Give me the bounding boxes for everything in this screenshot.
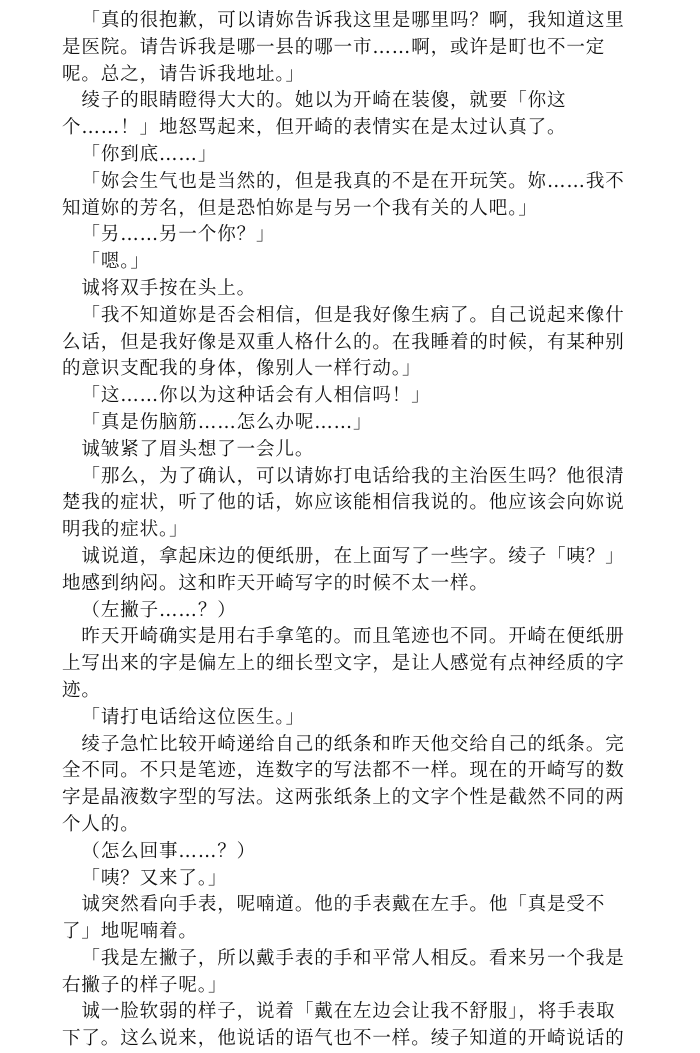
paragraph: 「咦？又来了。」 — [81, 867, 228, 889]
paragraph: （左撇子……？） — [81, 599, 237, 621]
paragraph: （怎么回事……？） — [81, 840, 257, 862]
paragraph: 「另……另一个你？」 — [81, 224, 276, 246]
paragraph: 「真的很抱歉，可以请妳告诉我这里是哪里吗？啊，我知道这里是医院。请告诉我是哪一县的哪一市……啊，或许是町也不一定呢。总之，请告诉我地址。」 — [62, 10, 625, 85]
paragraph: 诚突然看向手表，呢喃道。他的手表戴在左手。他「真是受不了」地呢喃着。 — [62, 894, 606, 943]
paragraph: 「你到底……」 — [81, 143, 218, 165]
paragraph: 「嗯。」 — [81, 251, 150, 273]
paragraph: 「这……你以为这种话会有人相信吗！」 — [81, 385, 431, 407]
paragraph: 诚一脸软弱的样子，说着「戴在左边会让我不舒服」，将手表取下了。这么说来，他说话的语气也不一样。绫子知道的开崎说话的 — [62, 1001, 625, 1050]
paragraph: 「妳会生气也是当然的，但是我真的不是在开玩笑。妳……我不知道妳的芳名，但是恐怕妳是与另一个我有关的人吧。」 — [62, 170, 625, 219]
paragraph: 诚将双手按在头上。 — [81, 277, 257, 299]
paragraph: 「那么，为了确认，可以请妳打电话给我的主治医生吗？他很清楚我的症状，听了他的话，妳应该能相信我说的。他应该会向妳说明我的症状。」 — [62, 465, 625, 541]
paragraph: 「我是左撇子，所以戴手表的手和平常人相反。看来另一个我是右撇子的样子呢。」 — [62, 947, 625, 996]
paragraph: 绫子的眼睛瞪得大大的。她以为开崎在装傻，就要「你这个……！」地怒骂起来，但开崎的表情实在是太过认真了。 — [62, 90, 567, 139]
paragraph: 诚说道，拿起床边的便纸册，在上面写了一些字。绫子「咦？」地感到纳闷。这和昨天开崎写字的时候不太一样。 — [62, 545, 625, 594]
paragraph: 绫子急忙比较开崎递给自己的纸条和昨天他交给自己的纸条。完全不同。不只是笔迹，连数字的写法都不一样。现在的开崎写的数字是晶液数字型的写法。这两张纸条上的文字个性是截然不同的两个人的。 — [62, 733, 625, 835]
paragraph: 「我不知道妳是否会相信，但是我好像生病了。自己说起来像什么话，但是我好像是双重人格什么的。在我睡着的时候，有某种别的意识支配我的身体，像别人一样行动。」 — [62, 304, 625, 380]
paragraph: 「真是伤脑筋……怎么办呢……」 — [81, 411, 373, 433]
paragraph: 昨天开崎确实是用右手拿笔的。而且笔迹也不同。开崎在便纸册上写出来的字是偏左上的细长型文字，是让人感觉有点神经质的字迹。 — [62, 626, 625, 701]
novel-text-body — [62, 8, 632, 1053]
paragraph: 「请打电话给这位医生。」 — [81, 706, 305, 728]
paragraph: 诚皱紧了眉头想了一会儿。 — [81, 438, 315, 460]
